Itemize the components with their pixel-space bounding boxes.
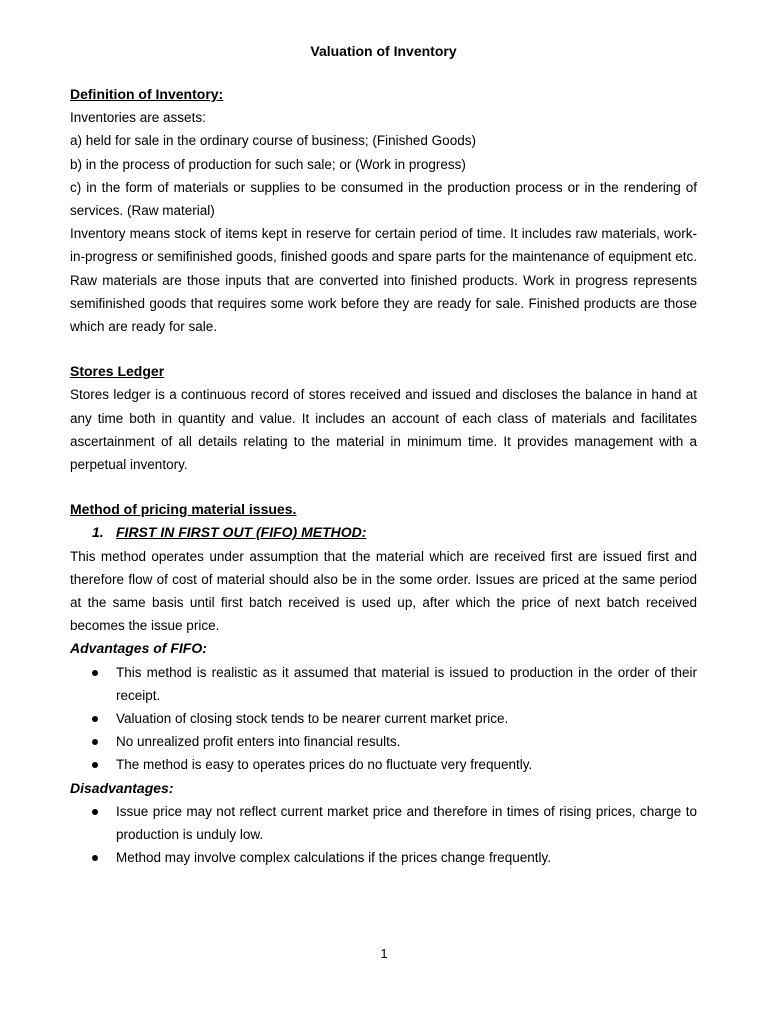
advantage-text: The method is easy to operates prices do no fluctuate very frequently.	[116, 757, 533, 773]
advantages-list	[70, 661, 697, 777]
document-page	[70, 40, 697, 870]
disadvantage-text: Method may involve complex calculations if the prices change frequently.	[116, 850, 551, 866]
page-number: 1	[380, 946, 388, 961]
bullet-icon	[92, 809, 98, 815]
advantage-text: This method is realistic as it assumed that material is issued to production in the order of their receipt.	[116, 664, 697, 703]
bullet-icon	[92, 855, 98, 861]
list-item	[70, 800, 697, 846]
fifo-method-title: FIRST IN FIRST OUT (FIFO) METHOD:	[116, 524, 367, 541]
bullet-icon	[92, 716, 98, 722]
stores-ledger-paragraph: Stores ledger is a continuous record of stores received and issued and discloses the balance in hand at any time both in quantity and value. It includes an account of each class of materials and facilitates ascertainment of all details relating to the material in minimum time. It provides management with a perpetual inventory.	[70, 387, 697, 473]
list-item	[70, 730, 697, 753]
list-item	[70, 753, 697, 776]
disadvantage-text: Issue price may not reflect current market price and therefore in times of rising prices, charge to production is unduly low.	[116, 803, 697, 843]
definition-item-b: b) in the process of production for such sale; or (Work in progress)	[70, 156, 466, 172]
definition-paragraph: Inventory means stock of items kept in reserve for certain period of time. It includes raw materials, work-in-progress or semifinished goods, finished goods and spare parts for the maintenance of equipment etc. Raw materials are those inputs that are converted into finished products. Work in progress represents semifinished goods that requires some work before they are ready for sale. Finished products are those which are ready for sale.	[70, 226, 697, 335]
definition-heading: Definition of Inventory:	[70, 86, 224, 102]
list-item	[70, 846, 697, 869]
pricing-heading: Method of pricing material issues.	[70, 501, 297, 518]
stores-ledger-heading: Stores Ledger	[70, 363, 165, 380]
definition-intro: Inventories are assets:	[70, 110, 206, 126]
fifo-method-heading	[70, 521, 697, 544]
list-item	[70, 661, 697, 707]
list-item	[70, 707, 697, 730]
fifo-method-number: 1.	[92, 524, 104, 541]
section-spacer	[70, 476, 697, 498]
section-spacer	[70, 338, 697, 360]
definition-item-c: c) in the form of materials or supplies to be consumed in the production process or in the rendering of services. (Raw material)	[70, 179, 697, 219]
bullet-icon	[92, 739, 98, 745]
disadvantages-heading: Disadvantages:	[70, 779, 174, 796]
fifo-paragraph: This method operates under assumption that the material which are received first are issued first and therefore flow of cost of material should also be in the some order. Issues are priced at the same period at the same basis until first batch received is used up, after which the price of next batch received becomes the issue price.	[70, 548, 697, 634]
document-title: Valuation of Inventory	[310, 43, 457, 59]
advantage-text: No unrealized profit enters into financial results.	[116, 734, 401, 750]
advantages-heading: Advantages of FIFO:	[70, 640, 207, 657]
bullet-icon	[92, 762, 98, 768]
definition-item-a: a) held for sale in the ordinary course of business; (Finished Goods)	[70, 133, 476, 149]
disadvantages-list	[70, 800, 697, 870]
bullet-icon	[92, 670, 98, 676]
advantage-text: Valuation of closing stock tends to be nearer current market price.	[116, 711, 509, 727]
